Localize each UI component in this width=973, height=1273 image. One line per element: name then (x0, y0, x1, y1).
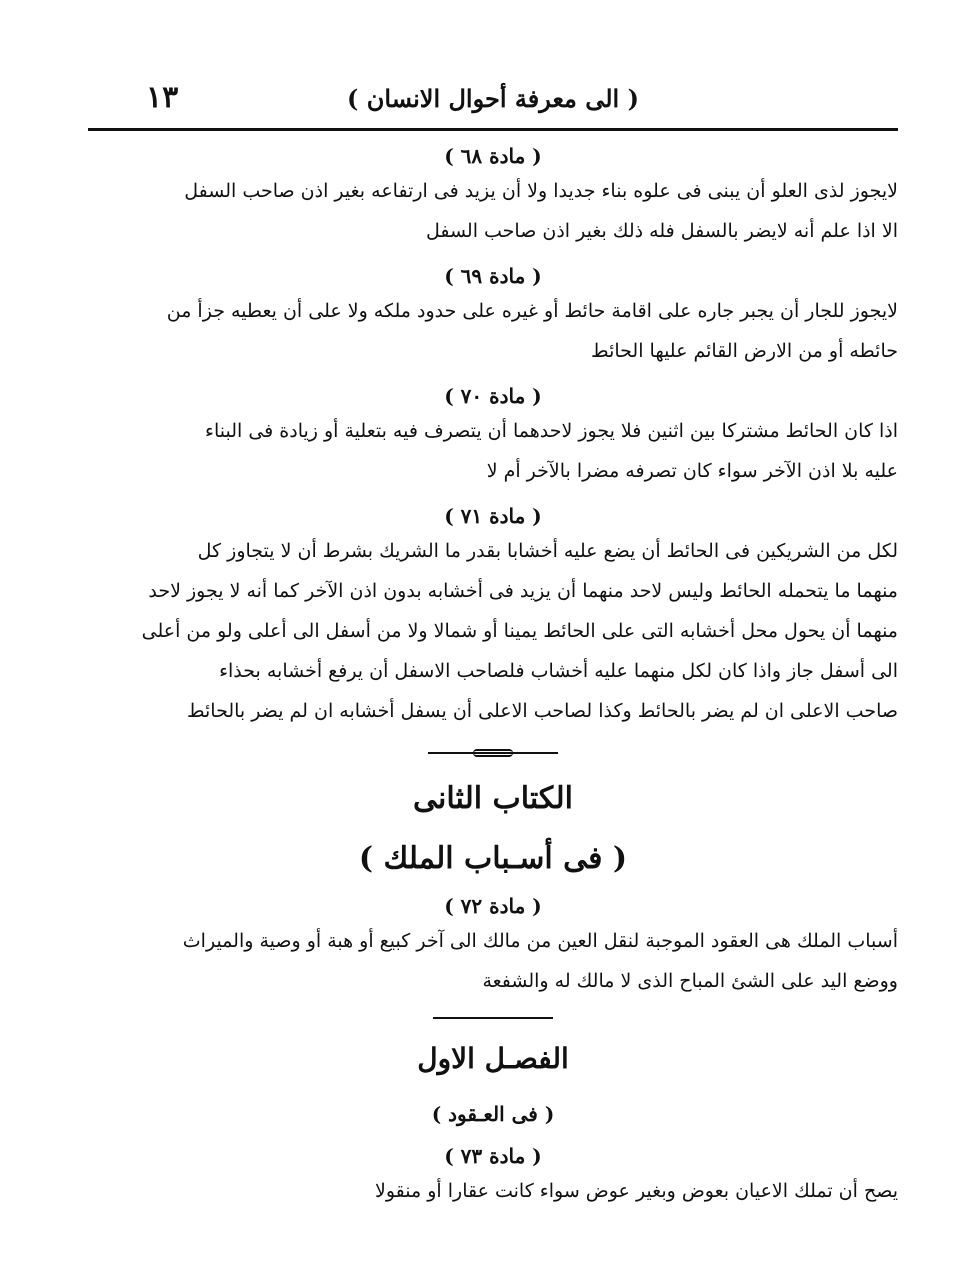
text-line: أسباب الملك هى العقود الموجبة لنقل العين من مالك الى آخر كبيع أو هبة أو وصية والميراث (182, 930, 898, 952)
article-heading: ( مادة ٧٠ ) (444, 384, 542, 408)
text-line: الى أسفل جاز واذا كان لكل منهما عليه أخشاب فلصاحب الاسفل أن يرفع أخشابه بحذاء (219, 660, 898, 682)
article-heading: ( مادة ٧٢ ) (444, 894, 542, 918)
page-number: ١٣ (146, 80, 179, 115)
book-subtitle: ( فى أسـباب الملك ) (358, 841, 628, 876)
article-73 (88, 1141, 898, 1211)
text-line: لايجوز لذى العلو أن يبنى فى علوه بناء جديدا ولا أن يزيد فى ارتفاعه بغير اذن صاحب السفل (184, 180, 898, 202)
article-heading: ( مادة ٧٣ ) (444, 1144, 542, 1168)
text-line: لكل من الشريكين فى الحائط أن يضع عليه أخشابا بقدر ما الشريك بشرط أن لا يتجاوز كل (197, 540, 898, 562)
text-line: حائطه أو من الارض القائم عليها الحائط (591, 340, 898, 362)
text-line: منهما ما يتحمله الحائط وليس لاحد منهما أن يزيد فى أخشابه بدون اذن الآخر كما أنه لا يجوز لاحد (148, 580, 898, 602)
text-line: ووضع اليد على الشئ المباح الذى لا مالك له والشفعة (482, 970, 898, 992)
text-line: صاحب الاعلى ان لم يضر بالحائط وكذا لصاحب الاعلى أن يسفل أخشابه ان لم يضر بالحائط (186, 700, 898, 722)
running-header (88, 78, 898, 131)
ornamental-divider (428, 749, 558, 757)
text-line: عليه بلا اذن الآخر سواء كان تصرفه مضرا بالآخر أم لا (486, 460, 898, 482)
page (88, 78, 898, 1211)
section-divider (433, 1017, 553, 1019)
book-title: الكتاب الثانى (413, 781, 573, 816)
text-line: الا اذا علم أنه لايضر بالسفل فله ذلك بغير اذن صاحب السفل (425, 220, 898, 242)
chapter-title: الفصـل الاول (417, 1042, 569, 1075)
article-70 (88, 381, 898, 491)
article-68 (88, 141, 898, 251)
text-line: منهما أن يحول محل أخشابه التى على الحائط يمينا أو شمالا ولا من أسفل الى أعلى ولو من أعلى (141, 620, 898, 642)
text-line: اذا كان الحائط مشتركا بين اثنين فلا يجوز لاحدهما أن يتصرف فيه بتعلية أو زيادة فى البناء (205, 420, 898, 442)
chapter-subtitle: ( فى العـقود ) (431, 1102, 555, 1126)
running-title: ( الى معرفة أحوال الانسان ) (347, 84, 639, 113)
article-72 (88, 891, 898, 1001)
article-71 (88, 501, 898, 731)
text-line: لايجوز للجار أن يجبر جاره على اقامة حائط أو غيره على حدود ملكه ولا على أن يعطيه جزأ من (166, 300, 898, 322)
article-heading: ( مادة ٧١ ) (444, 504, 542, 528)
article-heading: ( مادة ٦٨ ) (444, 144, 542, 168)
article-69 (88, 261, 898, 371)
text-line: يصح أن تملك الاعيان بعوض وبغير عوض سواء كانت عقارا أو منقولا (375, 1180, 898, 1202)
article-heading: ( مادة ٦٩ ) (444, 264, 542, 288)
